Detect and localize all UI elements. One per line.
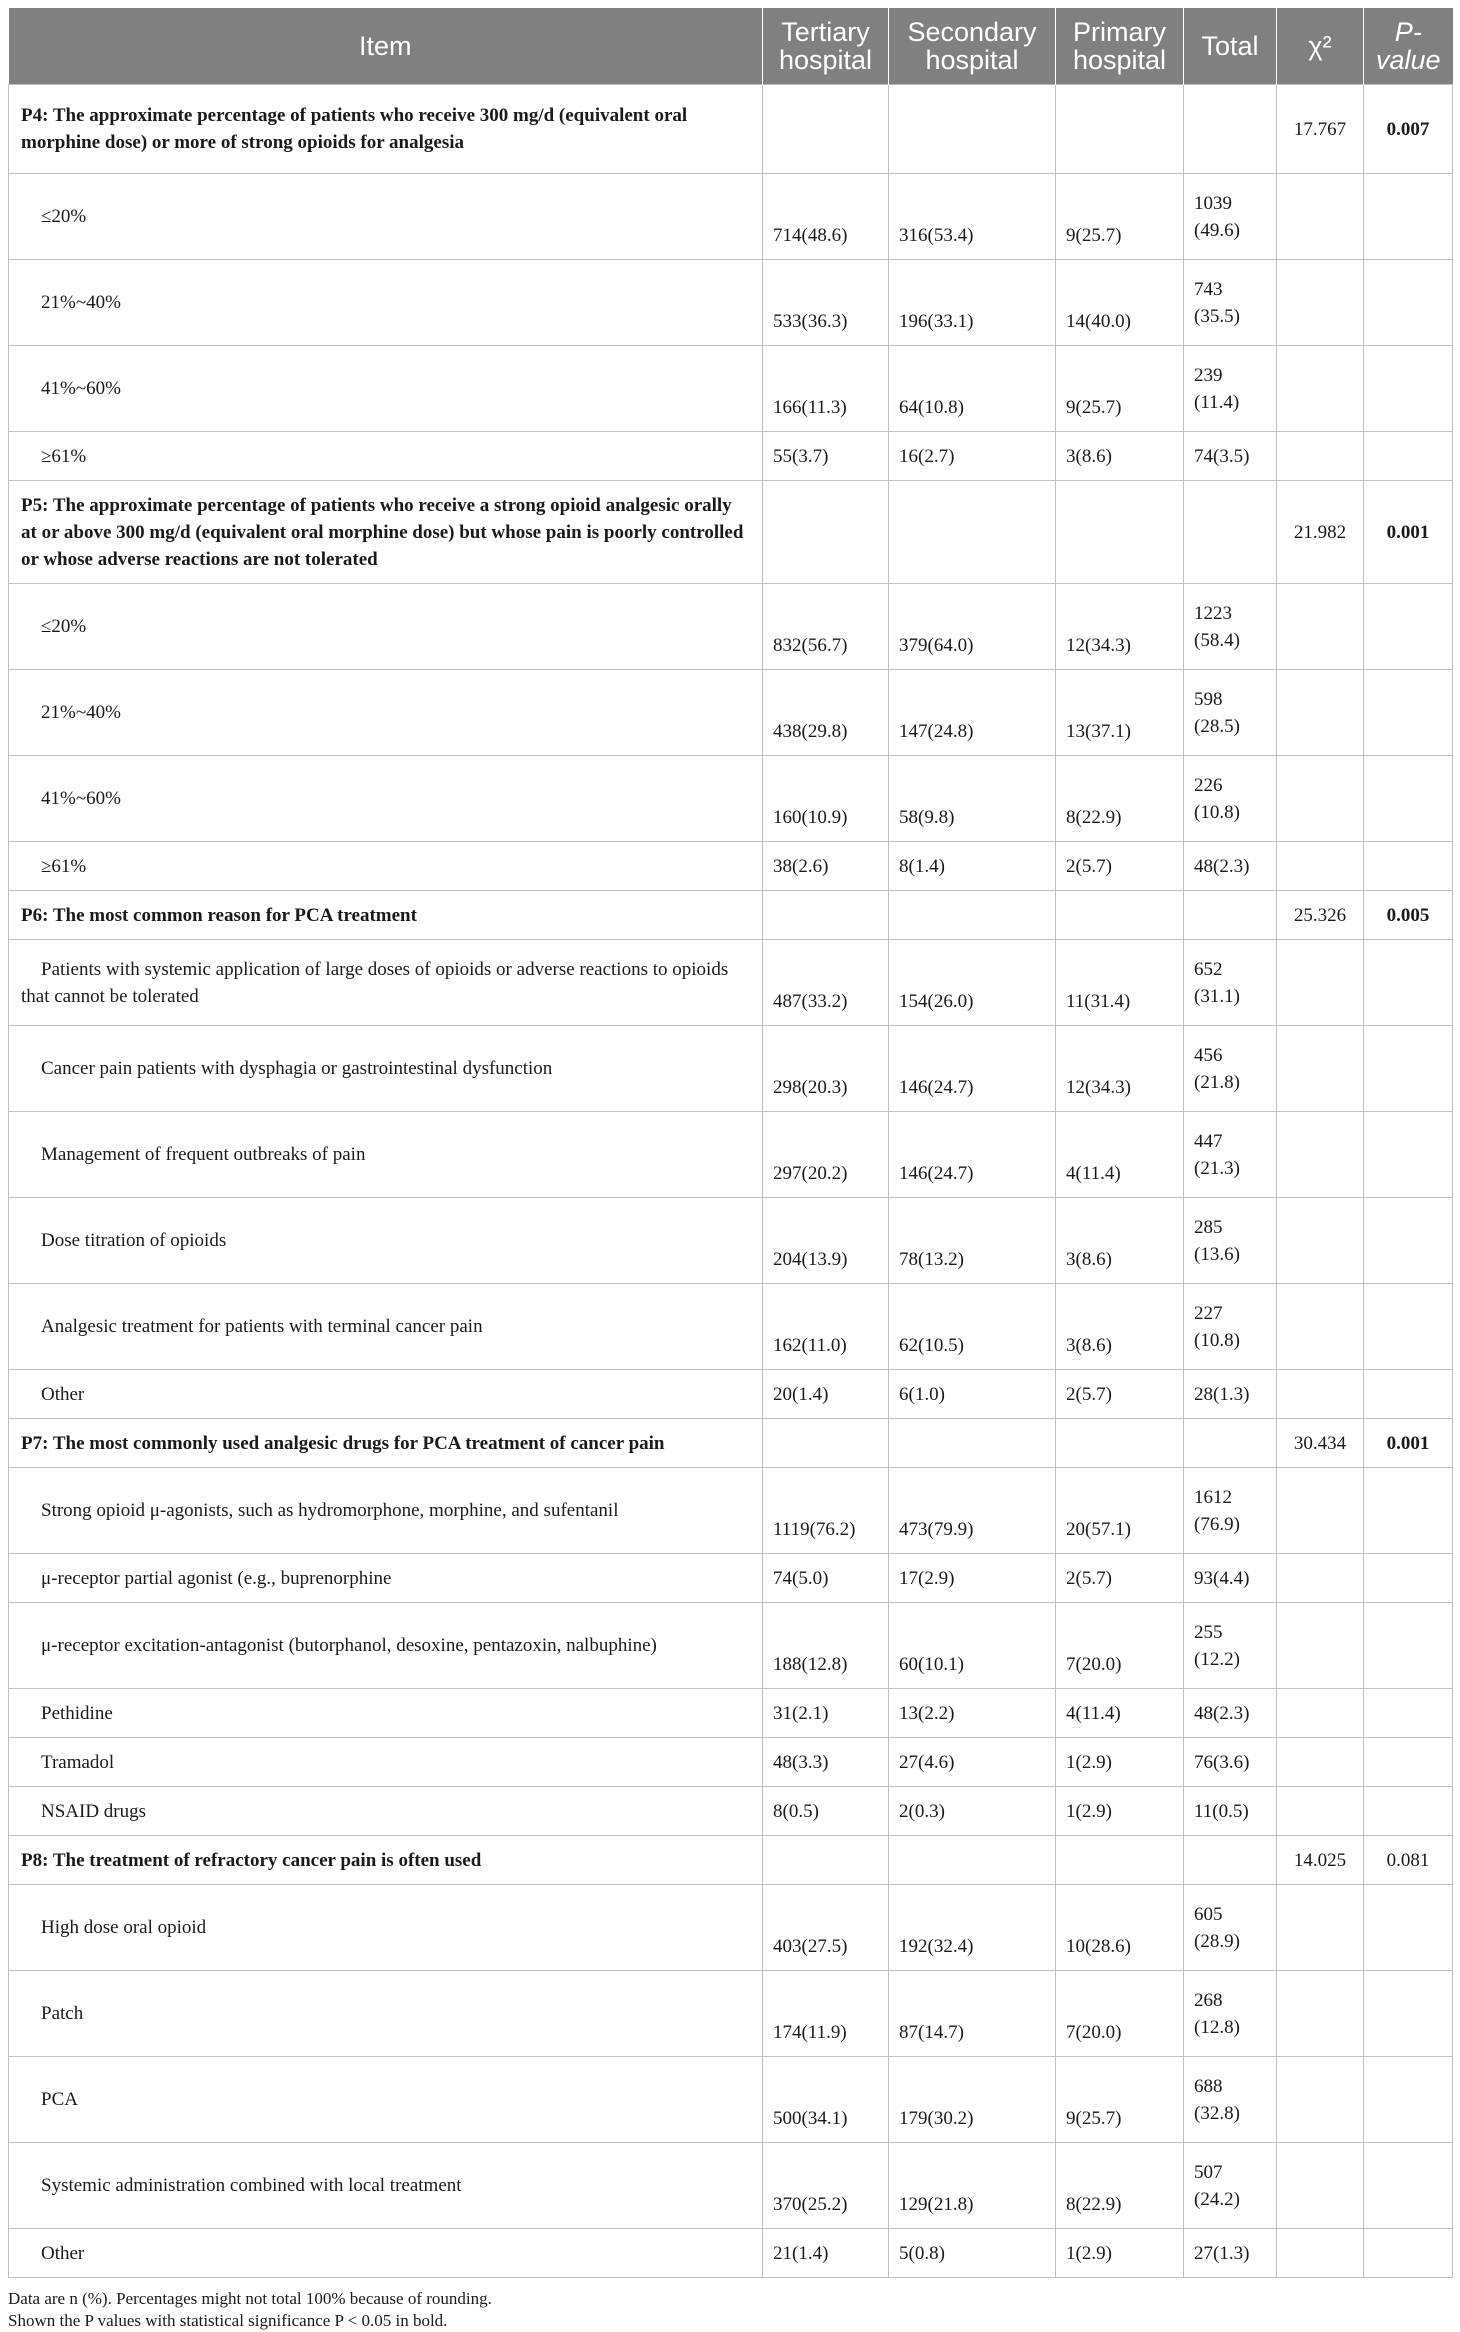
option-label-text: Other xyxy=(41,1383,85,1405)
cell-chi-square xyxy=(1277,1738,1364,1787)
cell-secondary: 6(1.0) xyxy=(889,1370,1056,1419)
cell-p-value xyxy=(1364,432,1453,481)
cell-tertiary: 55(3.7) xyxy=(763,432,889,481)
option-label xyxy=(9,1689,763,1738)
option-label xyxy=(9,346,763,432)
table-row xyxy=(9,940,1453,1026)
cell-total: 28(1.3) xyxy=(1184,1370,1277,1419)
cell-p-value: 0.001 xyxy=(1364,481,1453,584)
option-label-text: 41%~60% xyxy=(41,378,121,399)
cell-primary: 9(25.7) xyxy=(1056,174,1184,260)
table-row xyxy=(9,1689,1453,1738)
option-label-text: Systemic administration combined with local treatment xyxy=(41,2175,462,2196)
cell-secondary: 154(26.0) xyxy=(889,940,1056,1026)
option-label-text: Cancer pain patients with dysphagia or gastrointestinal dysfunction xyxy=(41,1058,553,1079)
cell-tertiary: 533(36.3) xyxy=(763,260,889,346)
table-row xyxy=(9,346,1453,432)
cell-total: 227 (10.8) xyxy=(1184,1284,1277,1370)
option-label xyxy=(9,1787,763,1836)
option-label-text: Patch xyxy=(41,2003,84,2024)
cell-p-value xyxy=(1364,1284,1453,1370)
option-label xyxy=(9,1198,763,1284)
header-row xyxy=(9,8,1453,85)
cell-chi-square xyxy=(1277,1689,1364,1738)
cell-p-value xyxy=(1364,584,1453,670)
option-label xyxy=(9,260,763,346)
cell-total xyxy=(1184,85,1277,174)
cell-secondary xyxy=(889,85,1056,174)
cell-primary: 3(8.6) xyxy=(1056,432,1184,481)
table-row xyxy=(9,1026,1453,1112)
table-row xyxy=(9,670,1453,756)
cell-secondary: 13(2.2) xyxy=(889,1689,1056,1738)
cell-tertiary: 500(34.1) xyxy=(763,2057,889,2143)
table-notes xyxy=(8,2288,1452,2332)
cell-secondary: 473(79.9) xyxy=(889,1468,1056,1554)
cell-secondary: 2(0.3) xyxy=(889,1787,1056,1836)
option-label xyxy=(9,1370,763,1419)
table-row xyxy=(9,260,1453,346)
cell-primary: 4(11.4) xyxy=(1056,1112,1184,1198)
cell-p-value xyxy=(1364,2143,1453,2229)
cell-primary: 9(25.7) xyxy=(1056,346,1184,432)
cell-total: 605 (28.9) xyxy=(1184,1885,1277,1971)
option-label xyxy=(9,940,763,1026)
cell-tertiary: 714(48.6) xyxy=(763,174,889,260)
cell-secondary xyxy=(889,1836,1056,1885)
cell-p-value xyxy=(1364,940,1453,1026)
cell-tertiary: 8(0.5) xyxy=(763,1787,889,1836)
cell-p-value xyxy=(1364,346,1453,432)
cell-secondary: 5(0.8) xyxy=(889,2229,1056,2278)
cell-primary: 2(5.7) xyxy=(1056,842,1184,891)
cell-chi-square xyxy=(1277,2229,1364,2278)
option-label xyxy=(9,1738,763,1787)
section-row xyxy=(9,1836,1453,1885)
table-row xyxy=(9,2057,1453,2143)
cell-chi-square xyxy=(1277,756,1364,842)
cell-chi-square: 25.326 xyxy=(1277,891,1364,940)
cell-primary: 10(28.6) xyxy=(1056,1885,1184,1971)
cell-chi-square xyxy=(1277,2143,1364,2229)
cell-tertiary: 174(11.9) xyxy=(763,1971,889,2057)
cell-p-value xyxy=(1364,1885,1453,1971)
cell-primary: 9(25.7) xyxy=(1056,2057,1184,2143)
cell-primary: 11(31.4) xyxy=(1056,940,1184,1026)
cell-tertiary: 48(3.3) xyxy=(763,1738,889,1787)
cell-total: 27(1.3) xyxy=(1184,2229,1277,2278)
cell-secondary: 78(13.2) xyxy=(889,1198,1056,1284)
table-row xyxy=(9,1112,1453,1198)
option-label-text: Tramadol xyxy=(41,1751,115,1773)
table-row xyxy=(9,1468,1453,1554)
cell-primary: 20(57.1) xyxy=(1056,1468,1184,1554)
table-row xyxy=(9,174,1453,260)
cell-total: 743 (35.5) xyxy=(1184,260,1277,346)
option-label xyxy=(9,1554,763,1603)
cell-secondary xyxy=(889,1419,1056,1468)
cell-chi-square xyxy=(1277,1026,1364,1112)
option-label-text: μ-receptor partial agonist (e.g., buprenorphine xyxy=(41,1567,392,1589)
table-row xyxy=(9,1971,1453,2057)
header-tertiary: Tertiary hospital xyxy=(763,8,889,85)
cell-secondary: 196(33.1) xyxy=(889,260,1056,346)
option-label-text: NSAID drugs xyxy=(41,1800,147,1822)
cell-total xyxy=(1184,1836,1277,1885)
cell-primary: 14(40.0) xyxy=(1056,260,1184,346)
cell-total: 268 (12.8) xyxy=(1184,1971,1277,2057)
cell-secondary: 64(10.8) xyxy=(889,346,1056,432)
cell-tertiary xyxy=(763,481,889,584)
cell-secondary: 146(24.7) xyxy=(889,1026,1056,1112)
section-label: P7: The most commonly used analgesic drugs for PCA treatment of cancer pain xyxy=(9,1419,763,1468)
note-line: Shown the P values with statistical significance P < 0.05 in bold. xyxy=(8,2311,448,2330)
option-label-text: ≤20% xyxy=(41,616,87,637)
cell-p-value xyxy=(1364,260,1453,346)
cell-total xyxy=(1184,481,1277,584)
cell-p-value xyxy=(1364,1738,1453,1787)
cell-secondary: 146(24.7) xyxy=(889,1112,1056,1198)
option-label-text: Dose titration of opioids xyxy=(41,1230,227,1251)
cell-secondary: 27(4.6) xyxy=(889,1738,1056,1787)
cell-primary xyxy=(1056,85,1184,174)
option-label-text: High dose oral opioid xyxy=(41,1917,207,1938)
cell-primary: 1(2.9) xyxy=(1056,1787,1184,1836)
cell-secondary: 17(2.9) xyxy=(889,1554,1056,1603)
cell-primary: 7(20.0) xyxy=(1056,1971,1184,2057)
cell-tertiary: 162(11.0) xyxy=(763,1284,889,1370)
cell-p-value xyxy=(1364,1112,1453,1198)
cell-chi-square: 14.025 xyxy=(1277,1836,1364,1885)
cell-p-value xyxy=(1364,1603,1453,1689)
cell-total: 93(4.4) xyxy=(1184,1554,1277,1603)
cell-total: 507 (24.2) xyxy=(1184,2143,1277,2229)
section-row xyxy=(9,85,1453,174)
section-label: P4: The approximate percentage of patients who receive 300 mg/d (equivalent oral morphine dose) or more of strong opioids for analgesia xyxy=(9,85,763,174)
cell-chi-square xyxy=(1277,260,1364,346)
cell-primary: 2(5.7) xyxy=(1056,1370,1184,1419)
cell-chi-square xyxy=(1277,1787,1364,1836)
cell-chi-square xyxy=(1277,432,1364,481)
option-label-text: ≥61% xyxy=(41,855,87,877)
option-label xyxy=(9,174,763,260)
cell-total: 688 (32.8) xyxy=(1184,2057,1277,2143)
cell-total: 48(2.3) xyxy=(1184,1689,1277,1738)
option-label-text: Patients with systemic application of large doses of opioids or adverse reactions to opioids that cannot be tolerated xyxy=(21,958,729,1007)
cell-chi-square: 21.982 xyxy=(1277,481,1364,584)
data-table xyxy=(8,8,1453,2278)
option-label xyxy=(9,670,763,756)
cell-total xyxy=(1184,1419,1277,1468)
cell-tertiary: 370(25.2) xyxy=(763,2143,889,2229)
cell-p-value xyxy=(1364,1689,1453,1738)
cell-tertiary: 298(20.3) xyxy=(763,1026,889,1112)
section-label: P8: The treatment of refractory cancer pain is often used xyxy=(9,1836,763,1885)
cell-total: 11(0.5) xyxy=(1184,1787,1277,1836)
header-primary: Primary hospital xyxy=(1056,8,1184,85)
cell-chi-square: 17.767 xyxy=(1277,85,1364,174)
cell-tertiary: 438(29.8) xyxy=(763,670,889,756)
cell-total: 285 (13.6) xyxy=(1184,1198,1277,1284)
cell-primary: 4(11.4) xyxy=(1056,1689,1184,1738)
cell-chi-square xyxy=(1277,346,1364,432)
option-label-text: 21%~40% xyxy=(41,292,121,313)
cell-total: 76(3.6) xyxy=(1184,1738,1277,1787)
table-body xyxy=(9,85,1453,2278)
cell-primary: 2(5.7) xyxy=(1056,1554,1184,1603)
cell-total xyxy=(1184,891,1277,940)
cell-chi-square xyxy=(1277,1554,1364,1603)
header-chi-square: χ² xyxy=(1277,8,1364,85)
table-row xyxy=(9,842,1453,891)
table-row xyxy=(9,1370,1453,1419)
table-row xyxy=(9,1787,1453,1836)
table-row xyxy=(9,756,1453,842)
cell-total: 1612 (76.9) xyxy=(1184,1468,1277,1554)
section-row xyxy=(9,891,1453,940)
cell-total: 48(2.3) xyxy=(1184,842,1277,891)
cell-chi-square xyxy=(1277,940,1364,1026)
table-row xyxy=(9,584,1453,670)
cell-primary xyxy=(1056,1836,1184,1885)
option-label-text: Management of frequent outbreaks of pain xyxy=(41,1144,366,1165)
cell-secondary: 192(32.4) xyxy=(889,1885,1056,1971)
table-row xyxy=(9,1885,1453,1971)
cell-primary: 7(20.0) xyxy=(1056,1603,1184,1689)
option-label xyxy=(9,1026,763,1112)
cell-chi-square xyxy=(1277,1971,1364,2057)
option-label-text: PCA xyxy=(41,2089,78,2110)
cell-tertiary: 21(1.4) xyxy=(763,2229,889,2278)
cell-p-value xyxy=(1364,842,1453,891)
cell-total: 652 (31.1) xyxy=(1184,940,1277,1026)
header-total: Total xyxy=(1184,8,1277,85)
cell-p-value xyxy=(1364,1468,1453,1554)
option-label-text: 41%~60% xyxy=(41,788,121,809)
cell-total: 226 (10.8) xyxy=(1184,756,1277,842)
section-label: P6: The most common reason for PCA treatment xyxy=(9,891,763,940)
cell-secondary: 379(64.0) xyxy=(889,584,1056,670)
cell-p-value xyxy=(1364,756,1453,842)
option-label-text: 21%~40% xyxy=(41,702,121,723)
cell-primary: 1(2.9) xyxy=(1056,1738,1184,1787)
cell-secondary: 129(21.8) xyxy=(889,2143,1056,2229)
cell-p-value xyxy=(1364,1026,1453,1112)
option-label xyxy=(9,2229,763,2278)
cell-total: 447 (21.3) xyxy=(1184,1112,1277,1198)
cell-secondary: 147(24.8) xyxy=(889,670,1056,756)
cell-primary: 12(34.3) xyxy=(1056,584,1184,670)
cell-tertiary: 188(12.8) xyxy=(763,1603,889,1689)
option-label xyxy=(9,432,763,481)
cell-primary: 3(8.6) xyxy=(1056,1198,1184,1284)
table-row xyxy=(9,1198,1453,1284)
cell-secondary: 62(10.5) xyxy=(889,1284,1056,1370)
cell-p-value: 0.007 xyxy=(1364,85,1453,174)
table-row xyxy=(9,432,1453,481)
section-label: P5: The approximate percentage of patients who receive a strong opioid analgesic orally at or above 300 mg/d (equivalent oral morphine dose) but whose pain is poorly controlled or whose adverse reactions are not tolerated xyxy=(9,481,763,584)
cell-secondary: 179(30.2) xyxy=(889,2057,1056,2143)
cell-primary: 13(37.1) xyxy=(1056,670,1184,756)
cell-chi-square xyxy=(1277,1198,1364,1284)
cell-secondary: 16(2.7) xyxy=(889,432,1056,481)
option-label-text: ≥61% xyxy=(41,445,87,467)
cell-secondary: 58(9.8) xyxy=(889,756,1056,842)
cell-secondary: 316(53.4) xyxy=(889,174,1056,260)
section-row xyxy=(9,481,1453,584)
cell-total: 255 (12.2) xyxy=(1184,1603,1277,1689)
table-row xyxy=(9,1603,1453,1689)
cell-total: 239 (11.4) xyxy=(1184,346,1277,432)
option-label-text: ≤20% xyxy=(41,206,87,227)
cell-tertiary: 1119(76.2) xyxy=(763,1468,889,1554)
cell-tertiary xyxy=(763,891,889,940)
option-label xyxy=(9,1284,763,1370)
cell-primary: 8(22.9) xyxy=(1056,2143,1184,2229)
cell-tertiary: 297(20.2) xyxy=(763,1112,889,1198)
cell-tertiary: 204(13.9) xyxy=(763,1198,889,1284)
cell-tertiary xyxy=(763,1836,889,1885)
cell-tertiary: 487(33.2) xyxy=(763,940,889,1026)
option-label xyxy=(9,1112,763,1198)
cell-secondary: 60(10.1) xyxy=(889,1603,1056,1689)
cell-tertiary: 160(10.9) xyxy=(763,756,889,842)
cell-p-value xyxy=(1364,1198,1453,1284)
option-label xyxy=(9,584,763,670)
cell-tertiary: 832(56.7) xyxy=(763,584,889,670)
cell-chi-square xyxy=(1277,2057,1364,2143)
table-row xyxy=(9,1554,1453,1603)
cell-p-value: 0.005 xyxy=(1364,891,1453,940)
cell-total: 74(3.5) xyxy=(1184,432,1277,481)
cell-p-value xyxy=(1364,1370,1453,1419)
cell-primary: 8(22.9) xyxy=(1056,756,1184,842)
cell-tertiary: 403(27.5) xyxy=(763,1885,889,1971)
option-label xyxy=(9,1885,763,1971)
cell-p-value xyxy=(1364,1554,1453,1603)
cell-tertiary: 74(5.0) xyxy=(763,1554,889,1603)
cell-p-value xyxy=(1364,670,1453,756)
cell-chi-square xyxy=(1277,1468,1364,1554)
cell-p-value xyxy=(1364,2057,1453,2143)
table-row xyxy=(9,2229,1453,2278)
option-label xyxy=(9,1468,763,1554)
option-label xyxy=(9,1971,763,2057)
cell-p-value xyxy=(1364,1787,1453,1836)
cell-total: 598 (28.5) xyxy=(1184,670,1277,756)
cell-primary: 3(8.6) xyxy=(1056,1284,1184,1370)
header-item: Item xyxy=(9,8,763,85)
cell-p-value xyxy=(1364,1971,1453,2057)
header-p-value: P-value xyxy=(1364,8,1453,85)
cell-tertiary: 31(2.1) xyxy=(763,1689,889,1738)
table-container xyxy=(8,8,1452,2332)
cell-secondary xyxy=(889,481,1056,584)
option-label-text: Other xyxy=(41,2242,85,2264)
cell-tertiary: 38(2.6) xyxy=(763,842,889,891)
cell-primary: 12(34.3) xyxy=(1056,1026,1184,1112)
section-row xyxy=(9,1419,1453,1468)
cell-total: 1039 (49.6) xyxy=(1184,174,1277,260)
option-label xyxy=(9,842,763,891)
cell-primary xyxy=(1056,891,1184,940)
option-label-text: Analgesic treatment for patients with terminal cancer pain xyxy=(41,1316,483,1337)
cell-secondary: 87(14.7) xyxy=(889,1971,1056,2057)
cell-p-value xyxy=(1364,174,1453,260)
cell-primary xyxy=(1056,1419,1184,1468)
cell-chi-square: 30.434 xyxy=(1277,1419,1364,1468)
cell-secondary xyxy=(889,891,1056,940)
cell-total: 1223 (58.4) xyxy=(1184,584,1277,670)
cell-chi-square xyxy=(1277,1603,1364,1689)
option-label-text: Strong opioid μ-agonists, such as hydromorphone, morphine, and sufentanil xyxy=(41,1500,619,1521)
cell-p-value: 0.001 xyxy=(1364,1419,1453,1468)
cell-p-value xyxy=(1364,2229,1453,2278)
option-label xyxy=(9,1603,763,1689)
option-label xyxy=(9,756,763,842)
note-line: Data are n (%). Percentages might not total 100% because of rounding. xyxy=(8,2289,492,2308)
option-label xyxy=(9,2143,763,2229)
table-row xyxy=(9,1738,1453,1787)
cell-primary: 1(2.9) xyxy=(1056,2229,1184,2278)
cell-chi-square xyxy=(1277,1885,1364,1971)
cell-chi-square xyxy=(1277,842,1364,891)
cell-tertiary: 166(11.3) xyxy=(763,346,889,432)
cell-chi-square xyxy=(1277,174,1364,260)
cell-total: 456 (21.8) xyxy=(1184,1026,1277,1112)
cell-secondary: 8(1.4) xyxy=(889,842,1056,891)
option-label-text: Pethidine xyxy=(41,1702,113,1724)
cell-chi-square xyxy=(1277,1284,1364,1370)
cell-tertiary xyxy=(763,1419,889,1468)
cell-chi-square xyxy=(1277,1112,1364,1198)
cell-tertiary: 20(1.4) xyxy=(763,1370,889,1419)
cell-chi-square xyxy=(1277,670,1364,756)
cell-p-value: 0.081 xyxy=(1364,1836,1453,1885)
option-label xyxy=(9,2057,763,2143)
cell-tertiary xyxy=(763,85,889,174)
header-secondary: Secondary hospital xyxy=(889,8,1056,85)
table-row xyxy=(9,1284,1453,1370)
cell-primary xyxy=(1056,481,1184,584)
option-label-text: μ-receptor excitation-antagonist (butorphanol, desoxine, pentazoxin, nalbuphine) xyxy=(41,1635,657,1656)
cell-chi-square xyxy=(1277,584,1364,670)
table-row xyxy=(9,2143,1453,2229)
cell-chi-square xyxy=(1277,1370,1364,1419)
